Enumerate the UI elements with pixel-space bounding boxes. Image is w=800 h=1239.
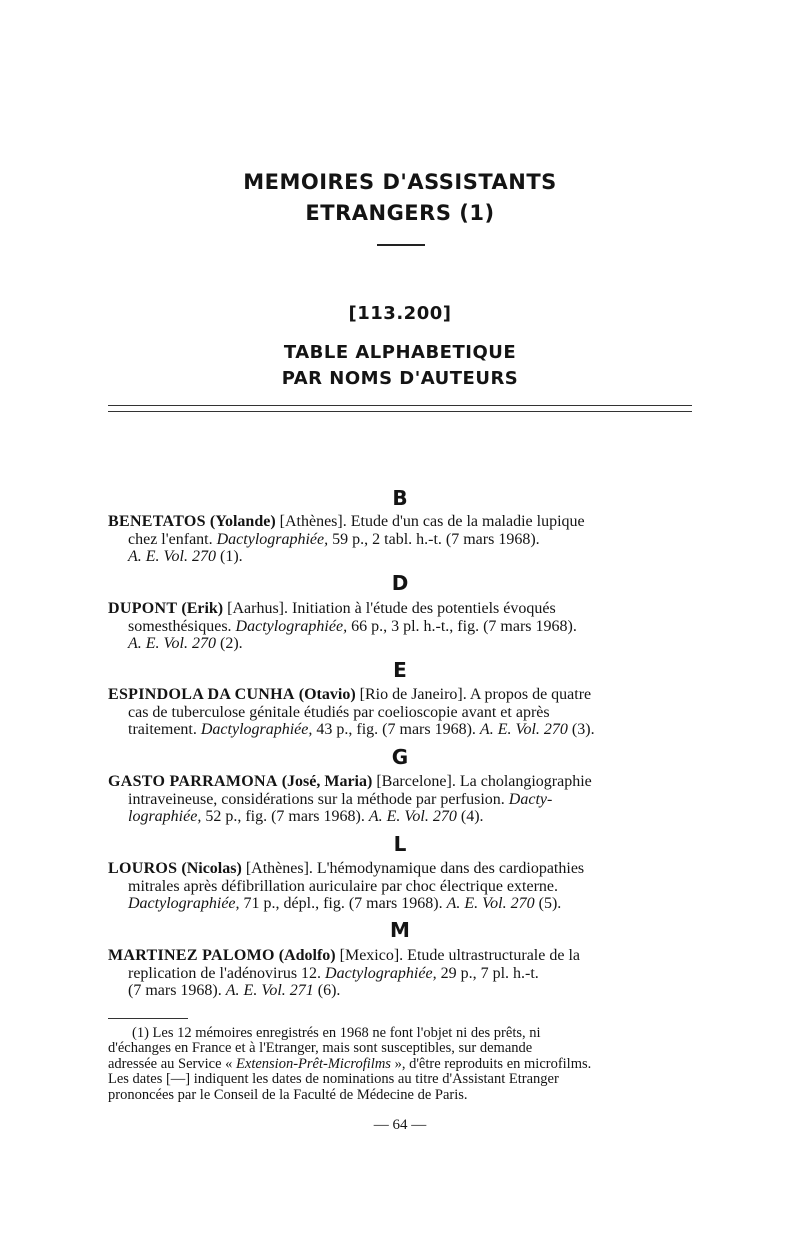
entry-text: (6).: [313, 982, 341, 999]
entry-text: somesthésiques.: [128, 617, 236, 635]
footnote-rule: [108, 1018, 188, 1019]
entry-text: 43 p., fig. (7 mars 1968).: [312, 721, 480, 738]
footnote-line: d'échanges en France et à l'Etranger, mais sont susceptibles, sur demande: [108, 1040, 533, 1057]
entry-text: (3).: [567, 721, 595, 738]
entry-text: 71 p., dépl., fig. (7 mars 1968).: [239, 895, 447, 912]
author-name: GASTO PARRAMONA: [108, 773, 278, 790]
entry-text: (1).: [216, 548, 243, 565]
entry-martinez: [108, 947, 692, 1000]
entry-text: traitement.: [128, 721, 201, 738]
entry-volume: A. E. Vol. 270: [479, 721, 568, 738]
entry-volume: A. E. Vol. 270: [368, 808, 457, 825]
entry-text: [Mexico]. Etude ultrastructurale de la: [335, 947, 580, 964]
entry-text: [Barcelone]. La cholangiographie: [372, 773, 592, 790]
catalog-code: [113.200]: [348, 303, 452, 324]
entry-text: [Aarhus]. Initiation à l'étude des potentiels évoqués: [223, 600, 556, 617]
footnote-line: adressée au Service «: [108, 1055, 237, 1072]
entry-dupont: [108, 600, 692, 653]
author-name: LOUROS: [108, 860, 178, 877]
author-name: ESPINDOLA DA CUNHA: [108, 686, 295, 703]
subtitle-line1: TABLE ALPHABETIQUE: [283, 342, 517, 363]
title-rule: [377, 244, 425, 246]
entry-gasto: [108, 773, 692, 826]
entry-espindola: [108, 686, 692, 739]
author-name: MARTINEZ PALOMO: [108, 947, 275, 964]
entry-volume: A. E. Vol. 271: [225, 982, 314, 999]
section-letter-d: D: [391, 571, 409, 595]
entry-text: [Athènes]. Etude d'un cas de la maladie lupique: [275, 513, 585, 530]
section-letter-g: G: [391, 745, 409, 769]
page-number: — 64 —: [373, 1117, 427, 1133]
entry-louros: [108, 860, 692, 913]
double-rule: [108, 405, 692, 412]
entry-italic: Dacty-: [508, 790, 553, 808]
entry-text: 29 p., 7 pl. h.-t.: [436, 964, 539, 982]
entry-italic: Dactylographiée,: [128, 895, 240, 912]
author-given: (José, Maria): [281, 773, 373, 790]
section-letter-b: B: [392, 486, 408, 510]
subtitle-line2: PAR NOMS D'AUTEURS: [281, 368, 519, 389]
entry-volume: A. E. Vol. 270: [128, 635, 216, 652]
entry-text: chez l'enfant.: [128, 530, 217, 548]
entry-volume: A. E. Vol. 270: [128, 548, 216, 565]
entry-italic: Dactylographiée,: [325, 964, 437, 982]
entry-text: (7 mars 1968).: [128, 982, 226, 999]
entry-benetatos: [108, 513, 692, 566]
footnote-line: (1) Les 12 mémoires enregistrés en 1968 ne font l'objet ni des prêts, ni: [132, 1025, 541, 1041]
footnote-line: Les dates [—] indiquent les dates de nominations au titre d'Assistant Etranger: [108, 1071, 559, 1088]
section-letter-m: M: [390, 918, 410, 942]
author-name: BENETATOS: [108, 513, 206, 530]
entry-volume: A. E. Vol. 270: [446, 895, 535, 912]
section-letter-e: E: [393, 658, 407, 682]
main-title-line2: ETRANGERS (1): [305, 201, 495, 225]
entry-italic: Dactylographiée,: [216, 530, 329, 548]
author-given: (Erik): [181, 600, 224, 617]
entry-italic: lographiée,: [128, 808, 202, 825]
entry-italic: Dactylographiée,: [200, 721, 313, 738]
entry-text: [Athènes]. L'hémodynamique dans des cardiopathies: [241, 860, 585, 877]
footnote-line: », d'être reproduits en microfilms.: [390, 1055, 592, 1072]
entry-text: mitrales après défibrillation auriculaire par choc électrique externe.: [128, 877, 559, 895]
entry-text: (2).: [216, 635, 243, 652]
author-given: (Nicolas): [181, 860, 242, 877]
footnote: [108, 1026, 692, 1103]
entry-text: intraveineuse, considérations sur la méthode par perfusion.: [128, 790, 509, 808]
entry-text: [Rio de Janeiro]. A propos de quatre: [355, 686, 592, 703]
footnote-line: prononcées par le Conseil de la Faculté de Médecine de Paris.: [108, 1086, 468, 1103]
entry-text: replication de l'adénovirus 12.: [128, 964, 326, 982]
author-given: (Adolfo): [278, 947, 336, 964]
author-given: (Yolande): [209, 513, 276, 530]
entry-italic: Dactylographiée,: [235, 617, 348, 635]
entry-text: 66 p., 3 pl. h.-t., fig. (7 mars 1968).: [347, 617, 577, 635]
entry-text: 52 p., fig. (7 mars 1968).: [201, 808, 369, 825]
footnote-service: Extension-Prêt-Microfilms: [236, 1055, 391, 1072]
author-name: DUPONT: [108, 600, 178, 617]
entry-text: (4).: [456, 808, 484, 825]
entry-text: 59 p., 2 tabl. h.-t. (7 mars 1968).: [328, 530, 540, 548]
main-title-line1: MEMOIRES D'ASSISTANTS: [243, 170, 557, 194]
entry-text: (5).: [534, 895, 562, 912]
author-given: (Otavio): [298, 686, 356, 703]
entry-text: cas de tuberculose génitale étudiés par coelioscopie avant et après: [128, 703, 550, 721]
section-letter-l: L: [393, 832, 407, 856]
